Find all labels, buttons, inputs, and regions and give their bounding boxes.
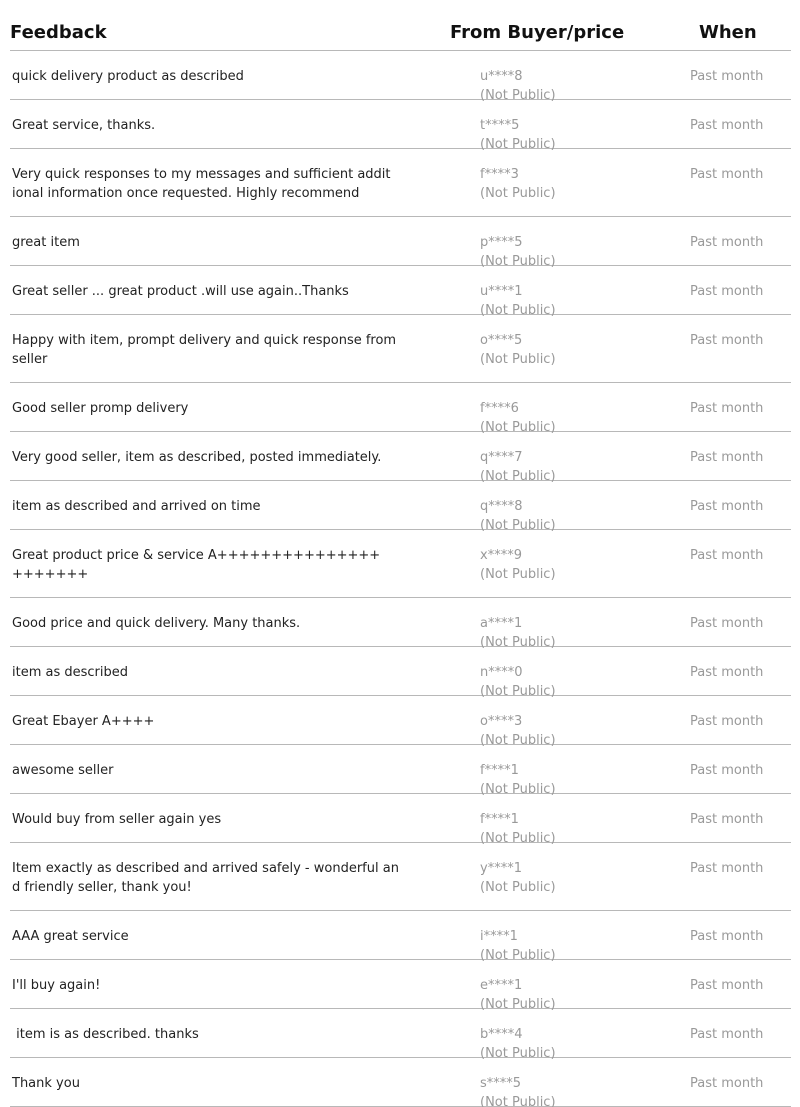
column-header-when[interactable]: When	[699, 22, 757, 43]
feedback-row	[10, 432, 791, 484]
feedback-comment: Very good seller, item as described, posted immediately.	[12, 450, 382, 465]
feedback-table-header	[10, 0, 791, 51]
feedback-row	[10, 315, 791, 383]
feedback-comment: quick delivery product as described	[12, 69, 244, 84]
feedback-comment: Good price and quick delivery. Many thanks.	[12, 616, 301, 631]
buyer-id: q****8	[480, 499, 523, 514]
price-visibility: (Not Public)	[480, 782, 556, 797]
feedback-date: Past month	[690, 1076, 764, 1091]
feedback-row	[10, 843, 791, 911]
buyer-id: s****5	[480, 1076, 522, 1091]
feedback-date: Past month	[690, 401, 764, 416]
feedback-row	[10, 794, 791, 846]
feedback-date: Past month	[690, 450, 764, 465]
feedback-comment: Good seller promp delivery	[12, 401, 189, 416]
feedback-date: Past month	[690, 284, 764, 299]
feedback-row	[10, 266, 791, 318]
buyer-info	[480, 331, 556, 369]
feedback-comment: great item	[12, 235, 80, 250]
price-visibility: (Not Public)	[480, 831, 556, 846]
feedback-date: Past month	[690, 499, 764, 514]
price-visibility: (Not Public)	[480, 254, 556, 269]
price-visibility: (Not Public)	[480, 567, 556, 582]
feedback-date: Past month	[690, 978, 764, 993]
price-visibility: (Not Public)	[480, 635, 556, 650]
buyer-info	[480, 165, 556, 203]
feedback-row	[10, 1009, 791, 1061]
feedback-comment: Item exactly as described and arrived safely - wonderful an d friendly seller, thank you!	[12, 861, 399, 895]
feedback-row	[10, 598, 791, 650]
feedback-comment: Great Ebayer A++++	[12, 714, 155, 729]
feedback-comment: item as described and arrived on time	[12, 499, 261, 514]
price-visibility: (Not Public)	[480, 1046, 556, 1061]
buyer-id: f****3	[480, 167, 519, 182]
feedback-date: Past month	[690, 69, 764, 84]
price-visibility: (Not Public)	[480, 303, 556, 318]
feedback-row	[10, 217, 791, 269]
feedback-date: Past month	[690, 616, 764, 631]
buyer-id: p****5	[480, 235, 523, 250]
feedback-date: Past month	[690, 812, 764, 827]
buyer-id: q****7	[480, 450, 523, 465]
column-header-feedback[interactable]: Feedback	[10, 22, 107, 43]
feedback-row	[10, 481, 791, 533]
feedback-date: Past month	[690, 167, 764, 182]
feedback-row	[10, 911, 791, 963]
buyer-id: y****1	[480, 861, 522, 876]
buyer-id: b****4	[480, 1027, 523, 1042]
buyer-id: u****1	[480, 284, 523, 299]
buyer-id: x****9	[480, 548, 522, 563]
price-visibility: (Not Public)	[480, 420, 556, 435]
feedback-comment: I'll buy again!	[12, 978, 101, 993]
buyer-info	[480, 859, 556, 897]
feedback-date: Past month	[690, 861, 764, 876]
feedback-row	[10, 383, 791, 435]
price-visibility: (Not Public)	[480, 88, 556, 103]
feedback-comment: Would buy from seller again yes	[12, 812, 222, 827]
feedback-row	[10, 149, 791, 217]
price-visibility: (Not Public)	[480, 469, 556, 484]
buyer-id: f****1	[480, 763, 519, 778]
buyer-id: f****1	[480, 812, 519, 827]
feedback-date: Past month	[690, 118, 764, 133]
feedback-date: Past month	[690, 714, 764, 729]
price-visibility: (Not Public)	[480, 684, 556, 699]
price-visibility: (Not Public)	[480, 880, 556, 895]
price-visibility: (Not Public)	[480, 733, 556, 748]
feedback-row	[10, 960, 791, 1012]
column-header-buyer-price[interactable]: From Buyer/price	[450, 22, 625, 43]
buyer-info	[480, 546, 556, 584]
buyer-id: o****5	[480, 333, 523, 348]
buyer-id: n****0	[480, 665, 523, 680]
feedback-row	[10, 745, 791, 797]
buyer-id: a****1	[480, 616, 523, 631]
buyer-info	[480, 1074, 556, 1107]
feedback-comment: item as described	[12, 665, 129, 680]
feedback-comment: AAA great service	[12, 929, 129, 944]
feedback-date: Past month	[690, 665, 764, 680]
feedback-row	[10, 1058, 791, 1107]
feedback-comment: Very quick responses to my messages and sufficient addit ional information once requested. Highly recommend	[12, 167, 391, 201]
feedback-list	[10, 51, 791, 1107]
price-visibility: (Not Public)	[480, 518, 556, 533]
feedback-row	[10, 647, 791, 699]
price-visibility: (Not Public)	[480, 1095, 556, 1107]
feedback-date: Past month	[690, 548, 764, 563]
feedback-date: Past month	[690, 1027, 764, 1042]
buyer-id: u****8	[480, 69, 523, 84]
feedback-comment: Great service, thanks.	[12, 118, 156, 133]
buyer-id: f****6	[480, 401, 519, 416]
price-visibility: (Not Public)	[480, 997, 556, 1012]
feedback-row	[10, 696, 791, 748]
buyer-id: i****1	[480, 929, 518, 944]
feedback-comment: Thank you	[12, 1076, 80, 1091]
price-visibility: (Not Public)	[480, 137, 556, 152]
feedback-row	[10, 530, 791, 598]
feedback-comment: Great product price & service A+++++++++++++++ +++++++	[12, 548, 381, 582]
feedback-date: Past month	[690, 763, 764, 778]
price-visibility: (Not Public)	[480, 948, 556, 963]
feedback-comment: Happy with item, prompt delivery and quick response from seller	[12, 333, 397, 367]
feedback-comment: item is as described. thanks	[12, 1027, 199, 1042]
feedback-date: Past month	[690, 235, 764, 250]
feedback-comment: Great seller ... great product .will use again..Thanks	[12, 284, 349, 299]
buyer-id: e****1	[480, 978, 523, 993]
price-visibility: (Not Public)	[480, 352, 556, 367]
feedback-comment: awesome seller	[12, 763, 114, 778]
feedback-row	[10, 100, 791, 152]
feedback-date: Past month	[690, 333, 764, 348]
buyer-id: o****3	[480, 714, 523, 729]
buyer-id: t****5	[480, 118, 520, 133]
price-visibility: (Not Public)	[480, 186, 556, 201]
feedback-date: Past month	[690, 929, 764, 944]
feedback-row	[10, 51, 791, 103]
